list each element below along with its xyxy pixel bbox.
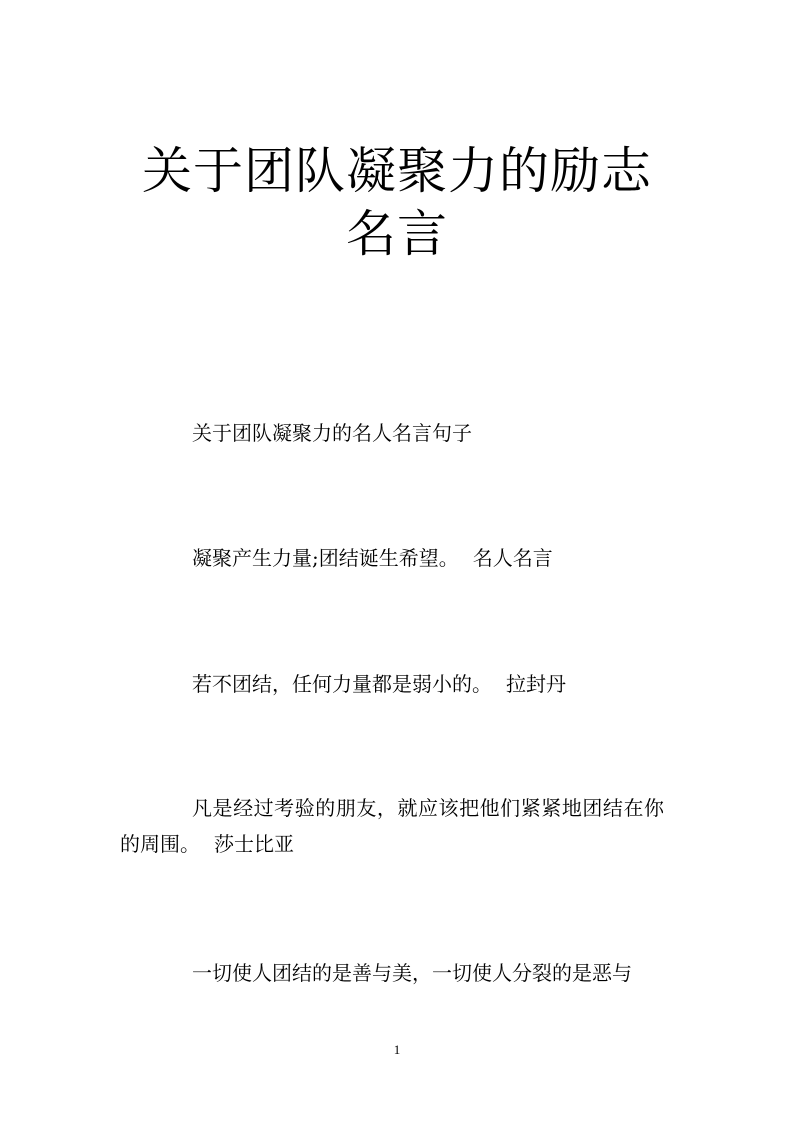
paragraph-heading (120, 415, 664, 451)
page-number: 1 (393, 1042, 401, 1057)
document-title: 关于团队凝聚力的励志名言 (142, 142, 652, 263)
quote-attribution: 拉封丹 (506, 672, 566, 696)
quote-text: 凡是经过考验的朋友，就应该把他们紧紧地团结在你的周围。 (120, 796, 664, 856)
quote-paragraph (120, 540, 664, 576)
quote-attribution: 名人名言 (472, 546, 553, 570)
quote-paragraph (120, 790, 664, 862)
quote-text: 一切使人团结的是善与美，一切使人分裂的是恶与 (192, 961, 632, 985)
paragraph-text: 关于团队凝聚力的名人名言句子 (192, 421, 472, 445)
quote-attribution: 莎士比亚 (214, 832, 294, 856)
quote-text: 若不团结，任何力量都是弱小的。 (192, 672, 492, 696)
quote-paragraph (120, 666, 664, 702)
quote-paragraph (120, 955, 664, 991)
quote-text: 凝聚产生力量;团结诞生希望。 (192, 546, 459, 570)
